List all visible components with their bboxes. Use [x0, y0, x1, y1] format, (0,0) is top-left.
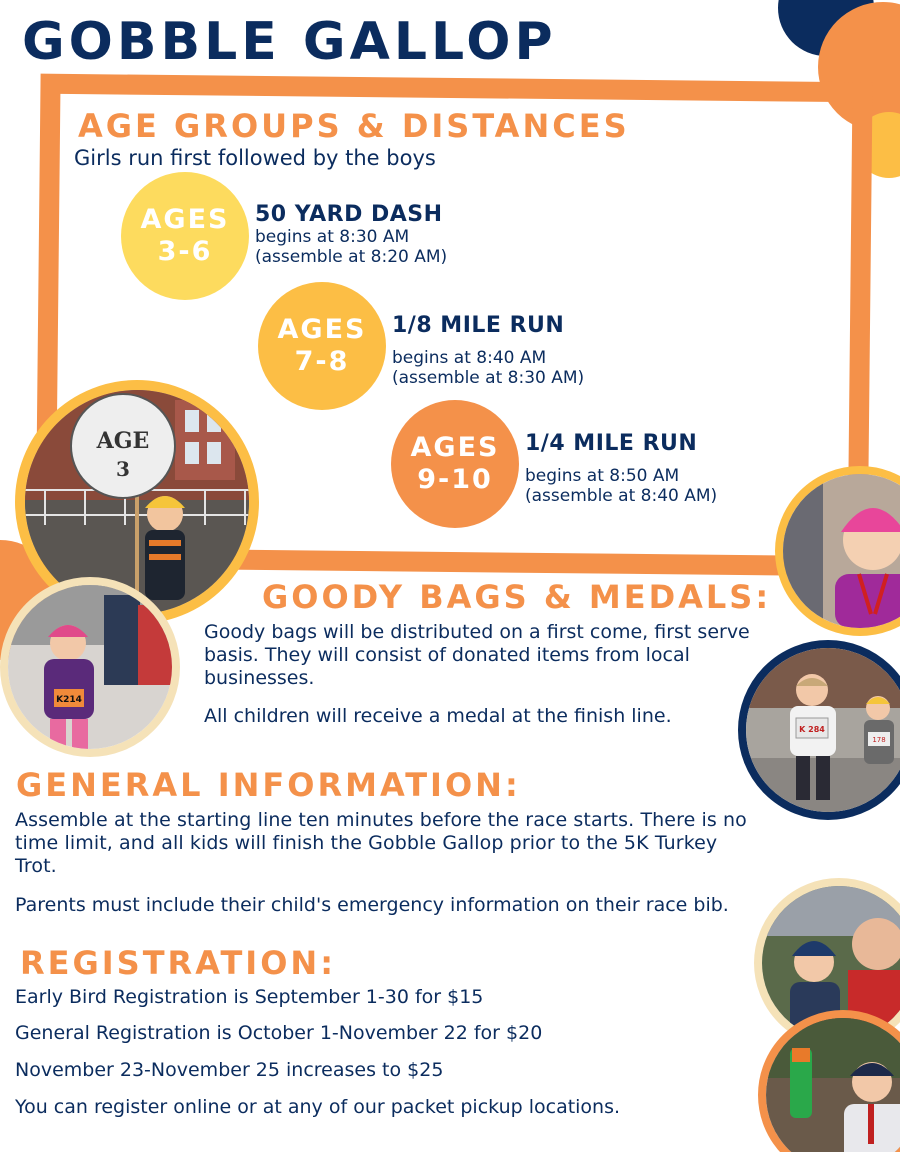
medals-paragraph: All children will receive a medal at the finish line. [204, 705, 672, 727]
bib-text-178: 178 [872, 736, 886, 744]
photo-bottle-illustration [766, 1018, 900, 1152]
registration-early-bird: Early Bird Registration is September 1-30 for $15 [15, 986, 484, 1008]
badge-label: AGES [410, 432, 500, 463]
race-begins: begins at 8:30 AM [255, 227, 410, 247]
race-info-quarter-mile [525, 431, 717, 506]
registration-title: REGISTRATION: [20, 944, 336, 982]
sign-text-number: 3 [116, 457, 130, 481]
emergency-info-paragraph: Parents must include their child's emergency information on their race bib. [15, 894, 729, 916]
registration-general: General Registration is October 1-November 22 for $20 [15, 1022, 543, 1044]
bib-text-k284: K 284 [799, 725, 825, 734]
age-badge-3-6 [121, 172, 249, 300]
age-badge-9-10 [391, 400, 519, 528]
goody-bags-paragraph: Goody bags will be distributed on a first come, first serve basis. They will consist of donated items from local businesses. [204, 621, 750, 689]
registration-late: November 23-November 25 increases to $25 [15, 1059, 444, 1081]
race-assemble: (assemble at 8:20 AM) [255, 247, 448, 267]
sign-text-age: AGE [96, 428, 150, 454]
age-badge-7-8 [258, 282, 386, 410]
race-info-eighth-mile [392, 313, 584, 388]
badge-label: AGES [140, 204, 230, 235]
age-groups-title: AGE GROUPS & DISTANCES [78, 107, 630, 145]
photo-toddler-illustration [8, 585, 172, 749]
photo-boy-with-bottle [758, 1010, 900, 1152]
race-name: 1/4 MILE RUN [525, 431, 698, 456]
general-information-paragraph: Assemble at the starting line ten minutes before the race starts. There is no time limit, and all kids will finish the Gobble Gallop prior to the 5K Turkey Trot. [15, 809, 747, 877]
page-title: GOBBLE GALLOP [22, 12, 557, 72]
goody-bags-title: GOODY BAGS & MEDALS: [262, 578, 772, 616]
badge-range: 9-10 [417, 464, 493, 495]
bib-text-k214: K214 [56, 695, 82, 705]
race-assemble: (assemble at 8:40 AM) [525, 486, 718, 506]
race-name: 50 YARD DASH [255, 202, 443, 227]
badge-range: 7-8 [294, 346, 350, 377]
photo-toddler-purple [0, 577, 180, 757]
badge-range: 3-6 [157, 236, 213, 267]
photo-girl-illustration [783, 474, 900, 628]
race-begins: begins at 8:40 AM [392, 348, 547, 368]
race-begins: begins at 8:50 AM [525, 466, 680, 486]
race-name: 1/8 MILE RUN [392, 313, 565, 338]
photo-age-sign-illustration [25, 390, 249, 614]
age-groups-subtitle: Girls run first followed by the boys [74, 146, 436, 170]
registration-online: You can register online or at any of our packet pickup locations. [15, 1096, 621, 1118]
race-assemble: (assemble at 8:30 AM) [392, 368, 585, 388]
general-information-title: GENERAL INFORMATION: [16, 766, 521, 804]
badge-label: AGES [277, 314, 367, 345]
race-info-50-yard [255, 202, 447, 267]
